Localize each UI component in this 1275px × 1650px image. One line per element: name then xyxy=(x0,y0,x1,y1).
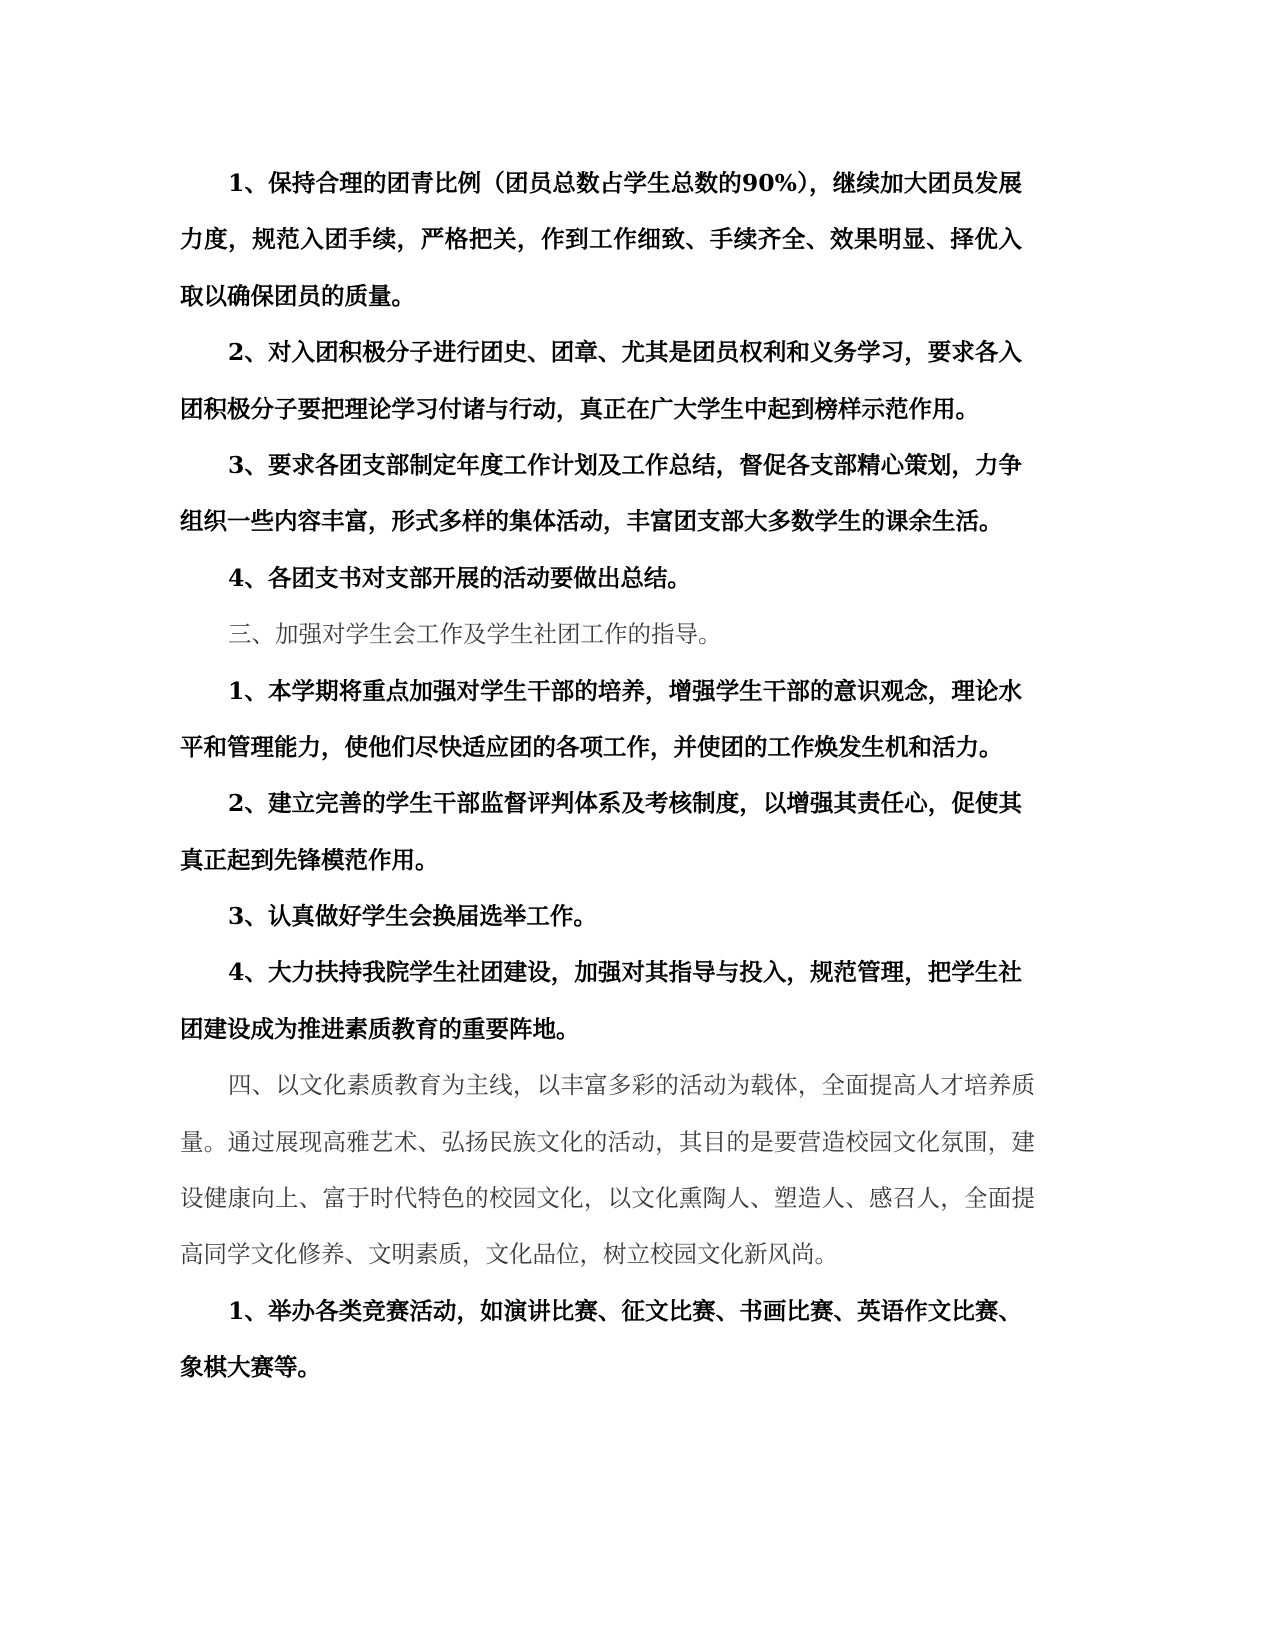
text-line: 3、要求各团支部制定年度工作计划及工作总结，督促各支部精心策划，力争 xyxy=(228,450,1022,479)
text-line: 平和管理能力，使他们尽快适应团的各项工作，并使团的工作焕发生机和活力。 xyxy=(180,732,1003,761)
text-line: 四、以文化素质教育为主线，以丰富多彩的活动为载体，全面提高人才培养质 xyxy=(228,1071,1035,1100)
text-line: 设健康向上、富于时代特色的校园文化，以文化熏陶人、塑造人、感召人，全面提 xyxy=(180,1184,1035,1213)
text-line: 1、本学期将重点加强对学生干部的培养，增强学生干部的意识观念，理论水 xyxy=(228,676,1022,705)
text-line: 真正起到先锋模范作用。 xyxy=(180,845,439,874)
text-line: 三、加强对学生会工作及学生社团工作的指导。 xyxy=(228,620,722,649)
text-line: 力度，规范入团手续，严格把关，作到工作细致、手续齐全、效果明显、择优入 xyxy=(180,225,1022,254)
text-line: 4、各团支书对支部开展的活动要做出总结。 xyxy=(228,563,691,592)
numbered-paragraph xyxy=(180,888,1035,944)
text-line: 1、举办各类竞赛活动，如演讲比赛、征文比赛、书画比赛、英语作文比赛、 xyxy=(228,1296,1022,1325)
section-heading-paragraph xyxy=(180,1057,1035,1283)
numbered-paragraph xyxy=(180,437,1035,550)
numbered-paragraph xyxy=(180,155,1035,324)
numbered-paragraph xyxy=(180,550,1035,606)
text-line: 量。通过展现高雅艺术、弘扬民族文化的活动，其目的是要营造校园文化氛围，建 xyxy=(180,1127,1035,1156)
text-line: 1、保持合理的团青比例（团员总数占学生总数的90%），继续加大团员发展 xyxy=(228,169,1022,197)
text-line: 2、对入团积极分子进行团史、团章、尤其是团员权利和义务学习，要求各入 xyxy=(228,338,1022,367)
text-line: 象棋大赛等。 xyxy=(180,1353,321,1382)
text-line: 团积极分子要把理论学习付诸与行动，真正在广大学生中起到榜样示范作用。 xyxy=(180,394,979,423)
text-line: 组织一些内容丰富，形式多样的集体活动，丰富团支部大多数学生的课余生活。 xyxy=(180,507,1003,536)
text-line: 3、认真做好学生会换届选举工作。 xyxy=(228,902,597,931)
section-heading-paragraph xyxy=(180,606,1035,662)
document-body xyxy=(180,155,1035,1396)
text-line: 高同学文化修养、文明素质，文化品位，树立校园文化新风尚。 xyxy=(180,1240,838,1269)
numbered-paragraph xyxy=(180,324,1035,437)
text-line: 取以确保团员的质量。 xyxy=(180,281,415,310)
numbered-paragraph xyxy=(180,1283,1035,1396)
numbered-paragraph xyxy=(180,775,1035,888)
text-line: 2、建立完善的学生干部监督评判体系及考核制度，以增强其责任心，促使其 xyxy=(228,789,1022,818)
text-line: 团建设成为推进素质教育的重要阵地。 xyxy=(180,1014,580,1043)
numbered-paragraph xyxy=(180,944,1035,1057)
text-line: 4、大力扶持我院学生社团建设，加强对其指导与投入，规范管理，把学生社 xyxy=(228,958,1022,987)
numbered-paragraph xyxy=(180,663,1035,776)
